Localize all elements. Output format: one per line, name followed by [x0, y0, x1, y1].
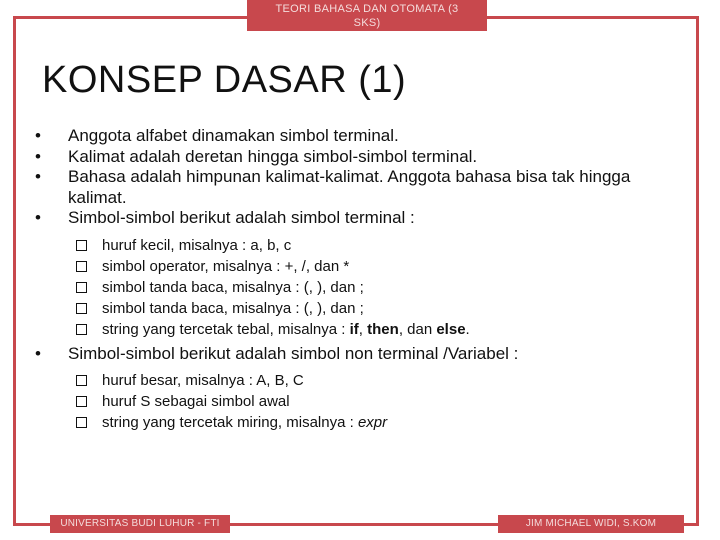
- bullet-text: Kalimat adalah deretan hingga simbol-simbol terminal.: [68, 146, 478, 166]
- footer-right-banner: JIM MICHAEL WIDI, S.KOM: [498, 515, 684, 533]
- bullet-item: [28, 344, 688, 365]
- nonterminal-symbol-list: [28, 370, 688, 433]
- header-line-1: TEORI BAHASA DAN OTOMATA (3: [275, 3, 459, 15]
- checkbox-bullet-icon: [76, 324, 87, 335]
- checkbox-bullet-icon: [76, 417, 87, 428]
- bullet-text: Bahasa adalah himpunan kalimat-kalimat. Anggota bahasa bisa tak hingga kalimat.: [68, 167, 631, 207]
- checkbox-bullet-icon: [76, 261, 87, 272]
- bullet-text: Simbol-simbol berikut adalah simbol terminal :: [68, 208, 415, 227]
- list-item: simbol tanda baca, misalnya : (, ), dan ;: [28, 298, 688, 319]
- header-line-2: SKS): [353, 17, 381, 29]
- footer-left-banner: UNIVERSITAS BUDI LUHUR - FTI: [50, 515, 230, 533]
- checkbox-bullet-icon: [76, 375, 87, 386]
- list-item: string yang tercetak miring, misalnya : expr: [28, 412, 688, 433]
- checkbox-bullet-icon: [76, 396, 87, 407]
- bullet-item: [28, 126, 688, 147]
- bullet-dot-icon: •: [35, 343, 41, 363]
- list-item: simbol operator, misalnya : +, /, dan *: [28, 256, 688, 277]
- list-item: simbol tanda baca, misalnya : (, ), dan ;: [28, 277, 688, 298]
- checkbox-bullet-icon: [76, 282, 87, 293]
- bullet-dot-icon: •: [35, 167, 41, 186]
- checkbox-bullet-icon: [76, 240, 87, 251]
- page-title: KONSEP DASAR (1): [42, 59, 407, 101]
- header-banner: [247, 0, 487, 31]
- terminal-symbol-list: [28, 235, 688, 340]
- bullet-text: Anggota alfabet dinamakan simbol terminal.: [68, 126, 399, 145]
- list-item: string yang tercetak tebal, misalnya : if, then, dan else.: [28, 319, 688, 340]
- list-item: huruf besar, misalnya : A, B, C: [28, 370, 688, 391]
- bullet-item: [28, 147, 688, 168]
- list-item: huruf S sebagai simbol awal: [28, 391, 688, 412]
- bullet-dot-icon: •: [35, 208, 41, 227]
- bullet-item: [28, 167, 688, 208]
- bullet-dot-icon: •: [35, 126, 41, 145]
- bullet-text: Simbol-simbol berikut adalah simbol non terminal /Variabel :: [68, 343, 519, 363]
- bullet-item: [28, 208, 688, 229]
- main-bullet-list: [28, 126, 688, 229]
- list-item: huruf kecil, misalnya : a, b, c: [28, 235, 688, 256]
- slide-content: [28, 126, 688, 437]
- checkbox-bullet-icon: [76, 303, 87, 314]
- bullet-dot-icon: •: [35, 146, 41, 166]
- nonterminal-bullet-list: [28, 344, 688, 365]
